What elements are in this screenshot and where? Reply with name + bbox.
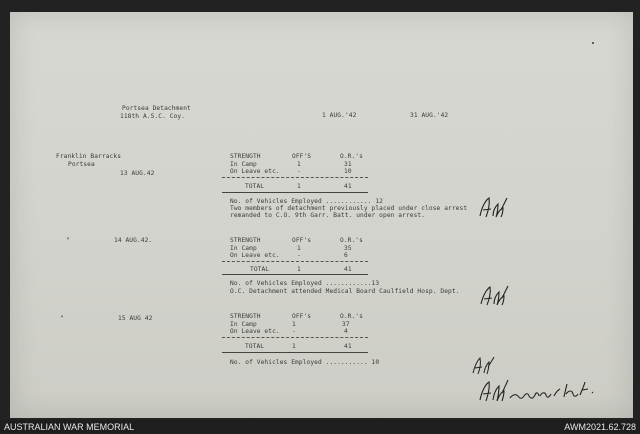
in-camp-officers: 1 bbox=[292, 321, 296, 328]
in-camp-other-ranks: 37 bbox=[342, 321, 350, 328]
in-camp-officers: 1 bbox=[297, 161, 301, 168]
in-camp-label: In Camp bbox=[230, 161, 257, 168]
on-leave-other-ranks: 4 bbox=[344, 328, 348, 335]
location-line2: Portsea bbox=[68, 161, 95, 168]
unit-name-line1: Portsea Detachment bbox=[122, 105, 191, 112]
archive-credit: AUSTRALIAN WAR MEMORIAL bbox=[4, 422, 135, 432]
table-rule bbox=[222, 337, 368, 338]
total-label: TOTAL bbox=[245, 183, 265, 190]
ditto-mark: " bbox=[66, 237, 70, 244]
total-other-ranks: 41 bbox=[344, 183, 352, 190]
archive-reference: AWM2021.62.728 bbox=[564, 422, 636, 432]
total-officers: 1 bbox=[292, 343, 296, 350]
in-camp-officers: 1 bbox=[297, 245, 301, 252]
other-ranks-heading: O.R.'s bbox=[340, 313, 363, 320]
in-camp-other-ranks: 35 bbox=[344, 245, 352, 252]
table-rule bbox=[222, 192, 368, 193]
unit-name-line2: 118th A.S.C. Coy. bbox=[120, 113, 186, 120]
on-leave-officers: - bbox=[297, 168, 301, 175]
strength-heading: STRENGTH bbox=[230, 313, 261, 320]
on-leave-officers: - bbox=[292, 328, 296, 335]
table-rule bbox=[222, 274, 368, 275]
period-end-date: 31 AUG.'42 bbox=[410, 112, 449, 119]
on-leave-officers: - bbox=[297, 252, 301, 259]
on-leave-other-ranks: 10 bbox=[344, 168, 352, 175]
other-ranks-heading: O.R.'s bbox=[340, 153, 363, 160]
strength-heading: STRENGTH bbox=[230, 153, 261, 160]
in-camp-label: In Camp bbox=[230, 321, 257, 328]
total-label: TOTAL bbox=[250, 266, 270, 273]
handwritten-signature bbox=[474, 372, 604, 406]
total-other-ranks: 41 bbox=[344, 343, 352, 350]
handwritten-initials bbox=[476, 280, 516, 310]
ditto-mark: " bbox=[60, 315, 64, 322]
table-rule bbox=[222, 352, 368, 353]
total-label: TOTAL bbox=[245, 343, 265, 350]
period-start-date: 1 AUG.'42 bbox=[322, 112, 357, 119]
total-other-ranks: 41 bbox=[344, 266, 352, 273]
on-leave-label: On Leave etc. bbox=[230, 252, 280, 259]
note-line: O.C. Detachment attended Medical Board Caulfield Hosp. Dept. bbox=[230, 288, 460, 295]
ink-mark bbox=[592, 42, 594, 44]
table-rule bbox=[222, 177, 368, 178]
vehicles-line: No. of Vehicles Employed ............13 bbox=[230, 280, 380, 287]
note-line: Two members of detachment previously placed under close arrest bbox=[230, 205, 468, 212]
handwritten-initials bbox=[474, 192, 514, 222]
on-leave-label: On Leave etc. bbox=[230, 168, 280, 175]
other-ranks-heading: O.R.'s bbox=[340, 237, 363, 244]
officers-heading: OFF's bbox=[292, 237, 312, 244]
entry-date: 13 AUG.42 bbox=[120, 170, 155, 177]
document-page bbox=[10, 12, 633, 418]
note-line: remanded to C.O. 9th Garr. Batt. under open arrest. bbox=[230, 212, 426, 219]
location-line1: Franklin Barracks bbox=[56, 153, 122, 160]
total-officers: 1 bbox=[297, 183, 301, 190]
officers-heading: OFF'S bbox=[292, 153, 312, 160]
on-leave-label: On Leave etc. bbox=[230, 328, 280, 335]
entry-date: 15 AUG 42 bbox=[118, 315, 153, 322]
entry-date: 14 AUG.42. bbox=[114, 237, 153, 244]
in-camp-label: In Camp bbox=[230, 245, 257, 252]
in-camp-other-ranks: 31 bbox=[344, 161, 352, 168]
on-leave-other-ranks: 6 bbox=[344, 252, 348, 259]
table-rule bbox=[222, 261, 368, 262]
archive-footer bbox=[0, 420, 640, 434]
total-officers: 1 bbox=[297, 266, 301, 273]
vehicles-line: No. of Vehicles Employed ........... 10 bbox=[230, 359, 380, 366]
vehicles-line: No. of Vehicles Employed ............ 12 bbox=[230, 198, 384, 205]
officers-heading: OFF's bbox=[292, 313, 312, 320]
strength-heading: STRENGTH bbox=[230, 237, 261, 244]
